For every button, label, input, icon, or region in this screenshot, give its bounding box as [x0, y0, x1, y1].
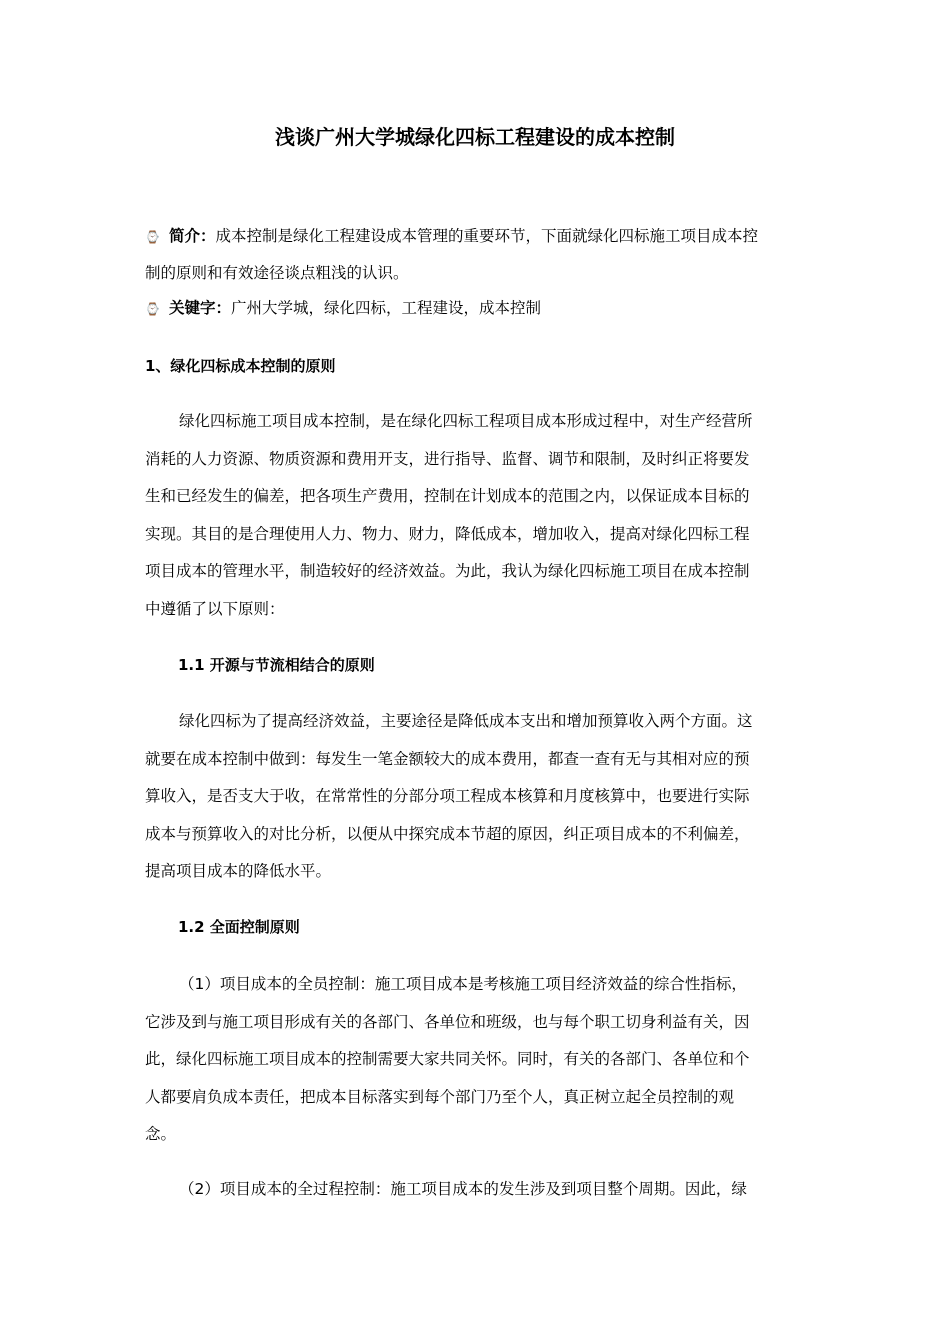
paragraph-line: 它涉及到与施工项目形成有关的各部门、各单位和班级，也与每个职工切身利益有关，因 — [145, 1012, 750, 1031]
section-1-2-heading: 1.2 全面控制原则 — [178, 918, 300, 936]
paragraph-line: 就要在成本控制中做到：每发生一笔金额较大的成本费用，都查一查有无与其相对应的预 — [145, 749, 750, 768]
section-1-2-paragraph-2 — [145, 1171, 815, 1209]
paragraph-line: 实现。其目的是合理使用人力、物力、财力，降低成本，增加收入，提高对绿化四标工程 — [145, 524, 750, 543]
paragraph-line: 成本与预算收入的对比分析，以便从中探究成本节超的原因，纠正项目成本的不利偏差， — [145, 824, 750, 843]
paragraph-line: 绿化四标为了提高经济效益，主要途径是降低成本支出和增加预算收入两个方面。这 — [179, 712, 753, 730]
paragraph-line: 生和已经发生的偏差，把各项生产费用，控制在计划成本的范围之内，以保证成本目标的 — [145, 487, 750, 505]
paragraph-line: 算收入，是否支大于收，在常常性的分部分项工程成本核算和月度核算中，也要进行实际 — [145, 787, 750, 805]
intro-label: 简介： — [169, 227, 216, 245]
keywords-label: 关键字： — [169, 299, 232, 317]
clock-icon: ⌚ — [145, 230, 160, 244]
paragraph-line: 项目成本的管理水平，制造较好的经济效益。为此，我认为绿化四标施工项目在成本控制 — [145, 562, 750, 580]
keywords-line — [145, 290, 815, 327]
paragraph-line: 绿化四标施工项目成本控制，是在绿化四标工程项目成本形成过程中，对生产经营所 — [179, 412, 753, 430]
paragraph-line: （1）项目成本的全员控制：施工项目成本是考核施工项目经济效益的综合性指标， — [179, 975, 747, 993]
clock-icon: ⌚ — [145, 302, 160, 316]
intro-line-1 — [145, 218, 815, 255]
keywords-block — [145, 290, 815, 327]
keywords-text: 广州大学城，绿化四标，工程建设，成本控制 — [231, 299, 542, 317]
section-1-1-paragraph — [145, 703, 815, 891]
paragraph-line: 中遵循了以下原则： — [145, 599, 285, 618]
paragraph-line: 此，绿化四标施工项目成本的控制需要大家共同关怀。同时，有关的各部门、各单位和个 — [145, 1050, 750, 1068]
paragraph-line: 消耗的人力资源、物质资源和费用开支，进行指导、监督、调节和限制，及时纠正将要发 — [145, 449, 750, 468]
section-1-heading: 1、绿化四标成本控制的原则 — [145, 357, 336, 375]
section-1-2-paragraph-1 — [145, 966, 815, 1154]
intro-block — [145, 218, 815, 291]
section-1-1-heading: 1.1 开源与节流相结合的原则 — [178, 656, 375, 674]
intro-text-1: 成本控制是绿化工程建设成本管理的重要环节，下面就绿化四标施工项目成本控 — [215, 227, 759, 245]
intro-line-2: 制的原则和有效途径谈点粗浅的认识。 — [145, 264, 409, 282]
page-title: 浅谈广州大学城绿化四标工程建设的成本控制 — [275, 125, 675, 149]
paragraph-line: （2）项目成本的全过程控制：施工项目成本的发生涉及到项目整个周期。因此，绿 — [179, 1180, 747, 1198]
paragraph-line: 念。 — [145, 1125, 177, 1143]
section-1-paragraph — [145, 403, 815, 628]
paragraph-line: 人都要肩负成本责任，把成本目标落实到每个部门乃至个人，真正树立起全员控制的观 — [145, 1087, 735, 1106]
paragraph-line: 提高项目成本的降低水平。 — [145, 862, 332, 880]
